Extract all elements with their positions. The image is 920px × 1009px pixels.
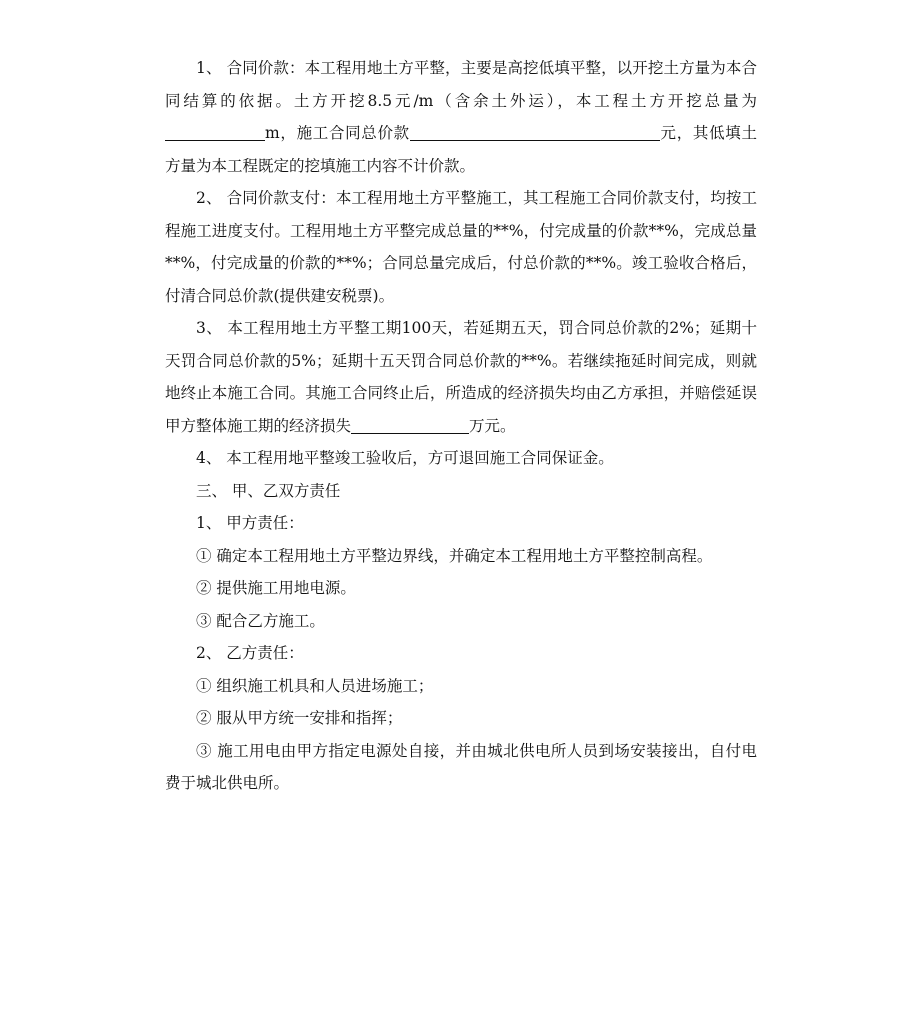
document-page — [165, 52, 757, 800]
party-a-item-2: ② 提供施工用地电源。 — [196, 579, 356, 597]
clause-contract-price-text-b: m，施工合同总价款 — [265, 124, 410, 142]
clause-contract-price — [165, 52, 757, 182]
party-b-item-1: ① 组织施工机具和人员进场施工； — [196, 676, 434, 695]
total-price-blank — [410, 122, 660, 141]
clause-contract-price-text-c: 元，其低填土方量为本工程既定的挖填施工内容不计价款。 — [165, 124, 757, 175]
clause-schedule-text-a: 3、 本工程用地土方平整工期100天，若延期五天，罚合同总价款的2%；延期十天罚合同总价款的5%；延期十五天罚合同总价款的**%。若继续拖延时间完成，则就地终止本施工合同。其施工合同终止后，所造成的经济损失均由乙方承担，并赔偿延误甲方整体施工期的经济损失 — [165, 319, 757, 435]
party-a-heading: 1、 甲方责任： — [196, 514, 304, 532]
party-b-heading: 2、 乙方责任： — [196, 644, 304, 662]
section-responsibilities-heading: 三、 甲、乙双方责任 — [196, 481, 341, 500]
loss-amount-blank — [351, 415, 469, 434]
clause-deposit: 4、 本工程用地平整竣工验收后，方可退回施工合同保证金。 — [196, 449, 614, 467]
clause-schedule — [165, 312, 757, 442]
party-b-item-3: ③ 施工用电由甲方指定电源处自接，并由城北供电所人员到场安装接出，自付电费于城北供电所。 — [165, 741, 757, 792]
excavation-total-blank — [165, 122, 265, 141]
clause-payment: 2、 合同价款支付：本工程用地土方平整施工，其工程施工合同价款支付，均按工程施工进度支付。工程用地土方平整完成总量的**%，付完成量的价款**%，完成总量**%，付完成量的价款的**%；合同总量完成后，付总价款的**%。竣工验收合格后，付清合同总价款(提供建安税票)。 — [165, 189, 757, 305]
clause-schedule-text-b: 万元。 — [469, 416, 516, 435]
clause-contract-price-text-a: 1、 合同价款：本工程用地土方平整，主要是高挖低填平整，以开挖土方量为本合同结算的依据。土方开挖8.5元/m（含余土外运），本工程土方开挖总量为 — [165, 59, 757, 110]
party-a-item-1: ① 确定本工程用地土方平整边界线，并确定本工程用地土方平整控制高程。 — [196, 546, 713, 565]
party-b-item-2: ② 服从甲方统一安排和指挥； — [196, 709, 403, 727]
party-a-item-3: ③ 配合乙方施工。 — [196, 611, 325, 630]
